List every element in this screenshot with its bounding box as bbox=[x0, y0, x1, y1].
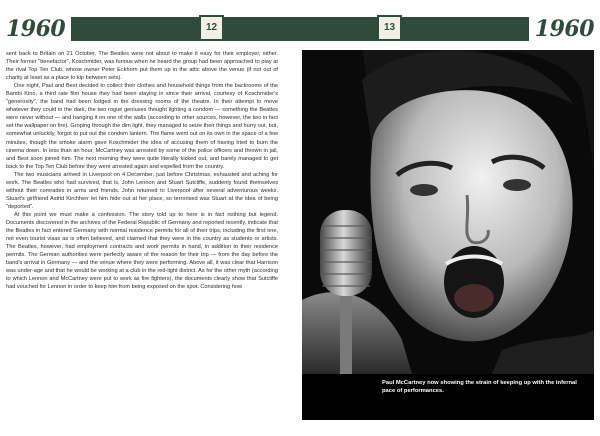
article-paragraph: One night, Paul and Best decided to collect their clothes and household things from the backrooms of the Bambi Kino, a third rate film house they had been staying in since their arrival, courtesy of Koschmider's "generosity", the band had been lodged in the dressing rooms of the theatre. In their attempt to move whatever they could in the dark, the two rogue geniuses thought lighting a condom — something the Beatles were never without — and hanging it on one of the walls (according to other sources, however, the two in fact set the wallpaper on fire). Groping through the dim light, they managed to seize their things and hurry out, but, somewhat unluckily, forgot to put out the condom lantern. The flame went out on its own in the space of a few minutes, though the smoke alarm gave Koschmider the idea of accusing them of having tried to burn the cinema down. In less than an hour, McCartney was arrested by some of the police officers and thrown in jail, and Best soon joined him. The next morning they were quite literally kicked out, and barely managed to get back to the Top Ten Club before they were arrested again and expelled from the country. bbox=[6, 83, 278, 170]
photo-caption: Paul McCartney now showing the strain of keeping up with the infernal pace of performances. bbox=[302, 374, 594, 420]
page-number-right: 13 bbox=[377, 15, 402, 41]
year-right: 1960 bbox=[529, 14, 600, 44]
singer-photo bbox=[302, 50, 594, 374]
article-paragraph: At this point we must make a confession. The story told up to here is in fact nothing but legend. Documents discovered in the archives of the Federal Republic of Germany and reported recently, indicate that the Beatles in fact entered Germany with normal residence permits for all of their trips, including the first one, not even tourist visas as is often believed, and claimed that they were in the country as students or artists. The Beatles, however, had employment contracts and work permits in hand, in addition to their residence permits. The German authorities were perfectly aware of the reason for their trip — from the day before the band's arrival in Germany — and the venue where they were performing. Above all, it was clear that Harrison was under-age and that he would be working at a club in the red-light district. As for the other myth (according to which Lennon and McCartney were put to work as fire fighters), the documents clearly show that Sutcliffe had vouched for Lennon in order to keep him from being exposed on the spot. Considering how bbox=[6, 211, 278, 291]
article-text bbox=[6, 50, 278, 434]
article-paragraph: The two musicians arrived in Liverpool on 4 December, just before Christmas, exhausted and aching for work. The Beatles who had survived, that is, John Lennon and Stuart Sutcliffe, suddenly found themselves without their comrades in arms and friends. John returned to Liverpool after several adventurous weeks. Stuart's girlfriend Astrid Kirchherr let him hide out at her place, so terrorised was Stuart at the idea of being "deported". bbox=[6, 171, 278, 210]
article-paragraph: sent back to Britain on 21 October. The Beatles were not about to make it easy for their employer, either. Their former "benefactor", Koschmider, was furious when he heard the group had been approached to play at the rival Top Ten Club, whose owner Peter Eckhorn put them up in the attic above the venue (if not out of charity at least as a place to kip between sets). bbox=[6, 51, 278, 82]
photo-illustration bbox=[302, 50, 594, 374]
header-bar bbox=[0, 17, 600, 41]
year-left: 1960 bbox=[0, 14, 71, 44]
page-number-left: 12 bbox=[199, 15, 224, 41]
